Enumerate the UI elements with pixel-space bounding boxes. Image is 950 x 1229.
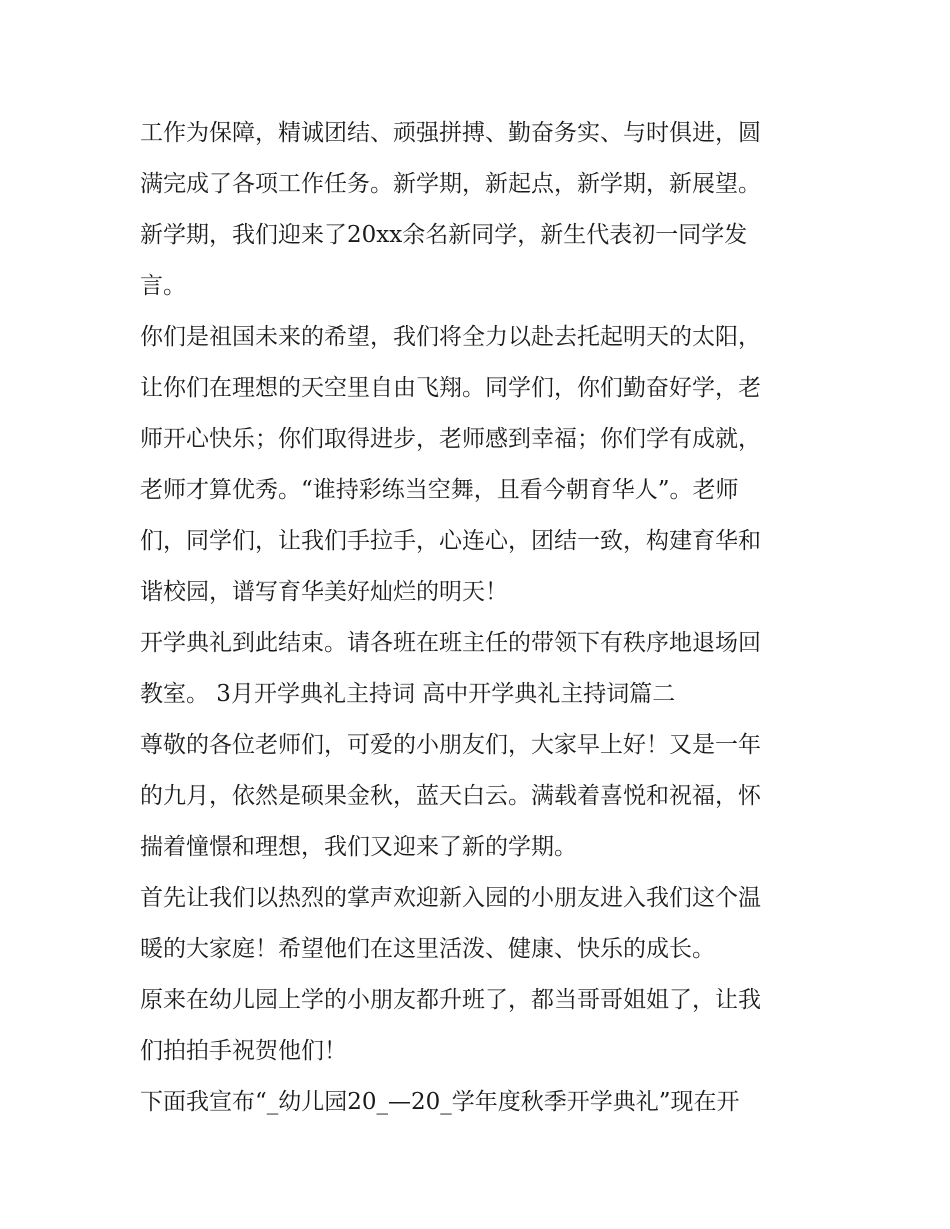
text-line-1: 工作为保障，精诚团结、顽强拼搏、勤奋务实、与时俱进，圆	[140, 120, 761, 146]
text-line-19: 们拍拍手祝贺他们！	[140, 1038, 347, 1064]
text-line-8: 老师才算优秀。“谁持彩练当空舞，且看今朝育华人”。老师	[140, 477, 739, 503]
text-line-9: 们，同学们，让我们手拉手，心连心，团结一致，构建育华和	[140, 528, 761, 554]
text-line-15: 揣着憧憬和理想，我们又迎来了新的学期。	[140, 834, 577, 860]
text-line-4: 言。	[140, 273, 186, 299]
text-line-10: 谐校园，谱写育华美好灿烂的明天！	[140, 579, 508, 605]
document-body	[140, 108, 820, 1128]
text-line-18: 原来在幼儿园上学的小朋友都升班了，都当哥哥姐姐了，让我	[140, 987, 761, 1013]
text-line-2: 满完成了各项工作任务。新学期，新起点，新学期，新展望。	[140, 171, 761, 197]
text-line-16: 首先让我们以热烈的掌声欢迎新入园的小朋友进入我们这个温	[140, 885, 761, 911]
text-line-12: 教室。 3月开学典礼主持词 高中开学典礼主持词篇二	[140, 681, 676, 707]
text-line-7: 师开心快乐；你们取得进步，老师感到幸福；你们学有成就，	[140, 426, 761, 452]
text-line-14: 的九月，依然是硕果金秋，蓝天白云。满载着喜悦和祝福，怀	[140, 783, 761, 809]
text-line-17: 暖的大家庭！希望他们在这里活泼、健康、快乐的成长。	[140, 936, 715, 962]
text-line-3: 新学期，我们迎来了20xx余名新同学，新生代表初一同学发	[140, 222, 748, 248]
text-line-5: 你们是祖国未来的希望，我们将全力以赴去托起明天的太阳，	[140, 324, 761, 350]
text-line-11: 开学典礼到此结束。请各班在班主任的带领下有秩序地退场回	[140, 630, 761, 656]
text-line-20: 下面我宣布“_幼儿园20_—20_学年度秋季开学典礼”现在开	[140, 1089, 740, 1115]
text-line-13: 尊敬的各位老师们，可爱的小朋友们，大家早上好！又是一年	[140, 732, 761, 758]
text-line-6: 让你们在理想的天空里自由飞翔。同学们，你们勤奋好学，老	[140, 375, 761, 401]
